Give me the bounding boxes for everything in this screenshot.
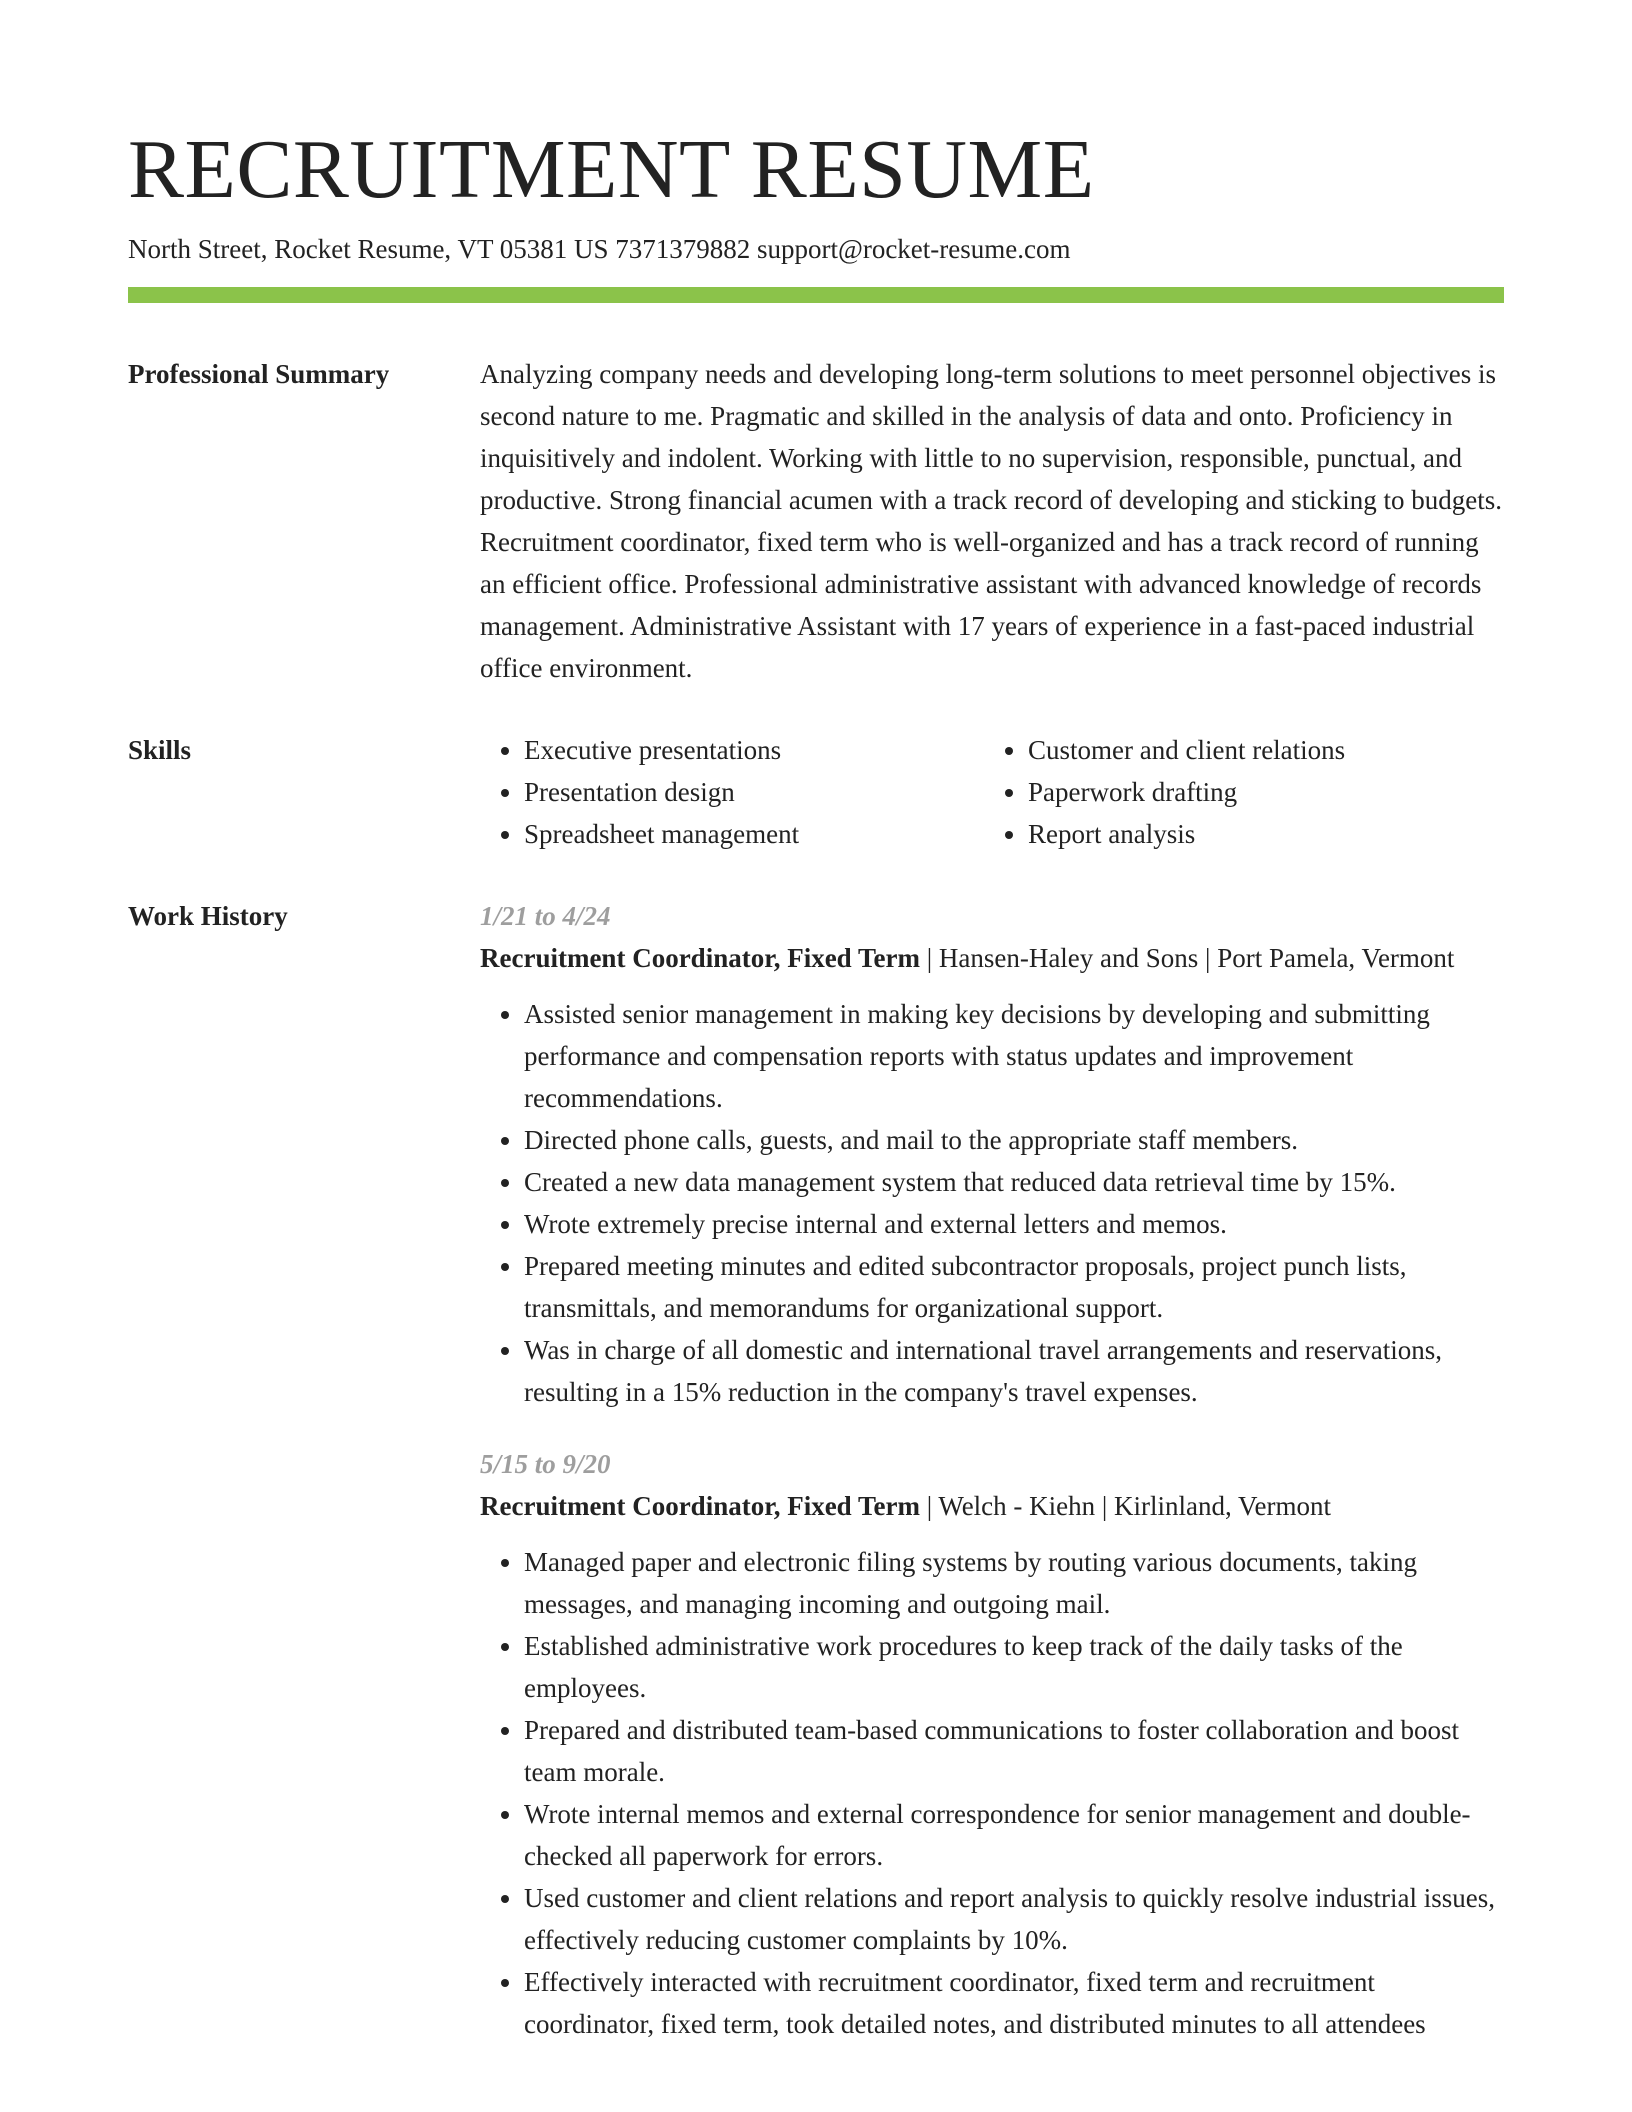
job-dates: 5/15 to 9/20: [480, 1449, 611, 1479]
skill-item: • Presentation design: [524, 771, 984, 813]
job-details: | Welch - Kiehn | Kirlinland, Vermont: [919, 1491, 1332, 1521]
job-heading: [480, 1485, 1504, 1527]
job-bullet: • Used customer and client relations and report analysis to quickly resolve industrial issues, effectively reducing customer complaints by 10%.: [524, 1877, 1504, 1961]
job-bullet: • Was in charge of all domestic and international travel arrangements and reservations, resulting in a 15% reduction in the company's travel expenses.: [524, 1329, 1504, 1413]
job-bullet: • Directed phone calls, guests, and mail to the appropriate staff members.: [524, 1119, 1504, 1161]
skills-section: [128, 729, 1504, 855]
job-bullet: • Assisted senior management in making key decisions by developing and submitting performance and compensation reports with status updates and improvement recommendations.: [524, 993, 1504, 1119]
accent-divider: [128, 287, 1504, 303]
job-heading: [480, 937, 1504, 979]
skills-column-2: [984, 729, 1468, 855]
job-bullets: [480, 1541, 1504, 2045]
resume-page: [128, 0, 1504, 2075]
professional-summary-section: [128, 353, 1504, 689]
section-body: [480, 353, 1504, 689]
skill-item: • Paperwork drafting: [1028, 771, 1468, 813]
skills-list: [480, 729, 1504, 855]
job-bullet: • Established administrative work procedures to keep track of the daily tasks of the employees.: [524, 1625, 1504, 1709]
job-dates: 1/21 to 4/24: [480, 901, 611, 931]
section-title: Skills: [128, 735, 192, 765]
job-role: Recruitment Coordinator, Fixed Term: [480, 943, 920, 973]
skill-item: • Customer and client relations: [1028, 729, 1468, 771]
job-bullet: • Prepared meeting minutes and edited subcontractor proposals, project punch lists, transmittals, and memorandums for organizational support.: [524, 1245, 1504, 1329]
job-bullet: • Effectively interacted with recruitment coordinator, fixed term and recruitment coordinator, fixed term, took detailed notes, and distributed minutes to all attendees: [524, 1961, 1504, 2045]
work-history-section: [128, 895, 1504, 2075]
job-bullet: • Prepared and distributed team-based communications to foster collaboration and boost team morale.: [524, 1709, 1504, 1793]
skill-item: • Report analysis: [1028, 813, 1468, 855]
job-bullet: • Wrote extremely precise internal and external letters and memos.: [524, 1203, 1504, 1245]
job-bullet: • Wrote internal memos and external correspondence for senior management and double-checked all paperwork for errors.: [524, 1793, 1504, 1877]
resume-title: RECRUITMENT RESUME: [128, 123, 1095, 216]
skill-item: • Executive presentations: [524, 729, 984, 771]
job-details: | Hansen-Haley and Sons | Port Pamela, Vermont: [919, 943, 1455, 973]
job-bullets: [480, 993, 1504, 1413]
section-title: Work History: [128, 901, 288, 931]
job-entry: [480, 895, 1504, 1413]
job-entry: [480, 1443, 1504, 2045]
section-body: [480, 895, 1504, 2075]
job-bullet: • Created a new data management system that reduced data retrieval time by 15%.: [524, 1161, 1504, 1203]
job-role: Recruitment Coordinator, Fixed Term: [480, 1491, 920, 1521]
job-bullet: • Managed paper and electronic filing systems by routing various documents, taking messages, and managing incoming and outgoing mail.: [524, 1541, 1504, 1625]
skill-item: • Spreadsheet management: [524, 813, 984, 855]
section-title: Professional Summary: [128, 359, 390, 389]
summary-text: Analyzing company needs and developing long-term solutions to meet personnel objectives is second nature to me. Pragmatic and skilled in the analysis of data and onto. Proficiency in inquisitively and indolent. Working with little to no supervision, responsible, punctual, and productive. Strong financial acumen with a track record of developing and sticking to budgets. Recruitment coordinator, fixed term who is well-organized and has a track record of running an efficient office. Professional administrative assistant with advanced knowledge of records management. Administrative Assistant with 17 years of experience in a fast-paced industrial office environment.: [480, 359, 1502, 683]
skills-column-1: [480, 729, 984, 855]
contact-line: North Street, Rocket Resume, VT 05381 US 7371379882 support@rocket-resume.com: [128, 234, 1071, 264]
